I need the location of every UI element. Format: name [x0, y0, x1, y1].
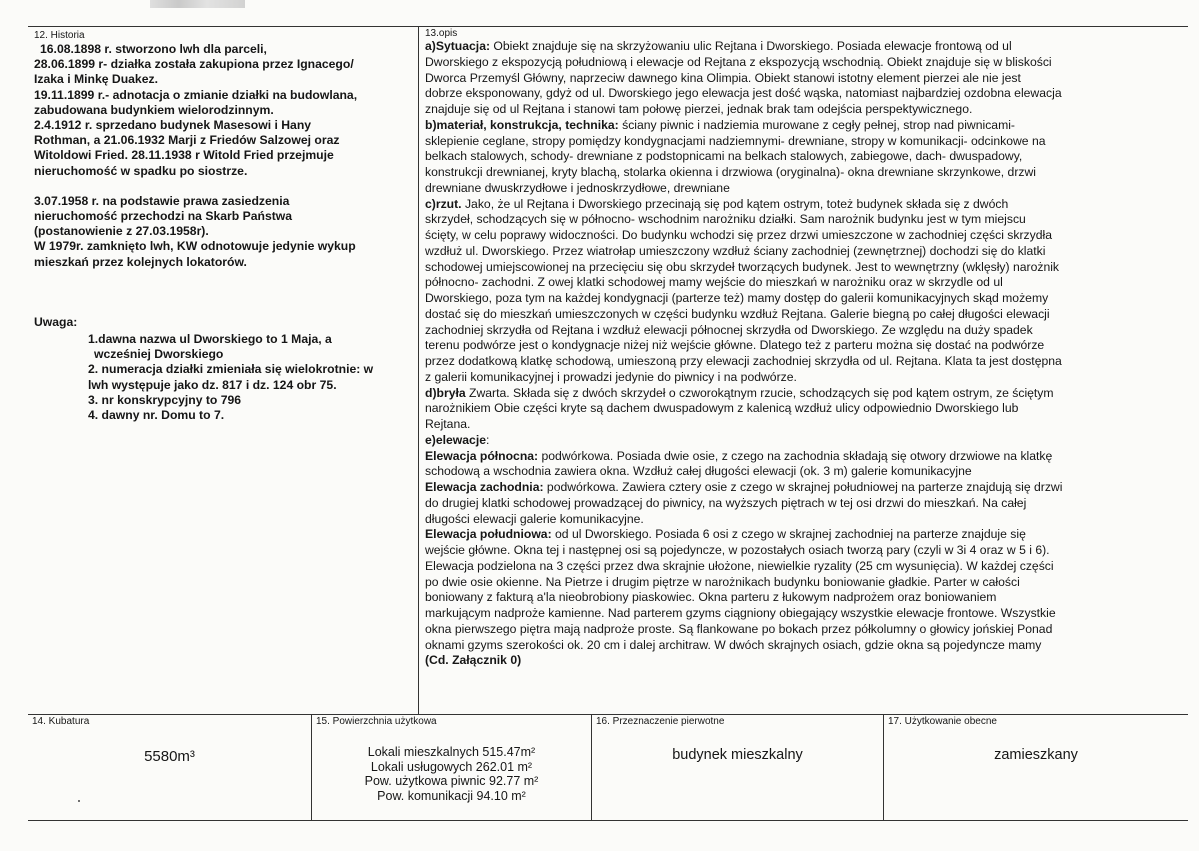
opis-line: [425, 543, 1185, 559]
opis-line-text: podwórkowa. Zawiera cztery osie z czego w skrajnej południowej na parterze znajdują się drzwi: [543, 480, 1063, 494]
opis-line: [425, 464, 1185, 480]
opis-line: [425, 338, 1185, 354]
opis-line-text: Dworskiego z ekspozycją południową i elewacje od Rejtana z ekspozycją wschodnią. Obiekt znajduje się w bliskości: [425, 54, 1052, 69]
opis-heading: c)rzut.: [425, 196, 462, 211]
opis-line-text: zachodniej skrzydła od Rejtana i wzdłuż elewacji północnej skrzydła od Dworskiego. Ze względu na duży spadek: [425, 322, 1033, 337]
opis-line-text: północno- zachodni. Z owej klatki schodowej mamy wejście do mieszkań w narożniku oraz w skrzydle od ul: [425, 275, 1003, 290]
opis-line: [425, 449, 1185, 465]
opis-line-text: okna pierwszego piętra mają nadproże proste. Są flankowane po bokach przez półkolumny o głowicy jońskiej Ponad: [425, 621, 1053, 636]
opis-heading: d)bryła: [425, 385, 466, 400]
opis-line: [425, 622, 1185, 638]
opis-line: [425, 228, 1185, 244]
historia-line: Witoldowi Fried. 28.11.1938 r Witold Fried przejmuje: [34, 148, 334, 163]
opis-line-text: sklepienie ceglane, stropy pomiędzy kondygnacjami nadziemnymi- drewniane, stropy w komunikacji- odcinkowe na: [425, 133, 1046, 148]
opis-heading: e)elewacje: [425, 432, 486, 447]
opis-line: [425, 512, 1185, 528]
opis-line: [425, 527, 1185, 543]
frame-column-divider: [418, 26, 419, 714]
opis-heading: Elewacja północna:: [425, 448, 539, 463]
opis-section: [425, 28, 1185, 669]
opis-line-text: oknami gzyms szerokości ok. 20 cm i dalej architraw. W dwóch skrajnych osiach, gdzie okna są pojedyncze mamy: [425, 637, 1042, 652]
powierzchnia-row: Pow. komunikacji 94.10 m²: [377, 788, 526, 803]
opis-line: [425, 291, 1185, 307]
opis-heading: (Cd. Załącznik 0): [425, 653, 522, 668]
uwaga-item: lwh występuje jako dz. 817 i dz. 124 obr 75.: [88, 377, 337, 392]
opis-line: [425, 134, 1185, 150]
opis-line-text: markującym nadproże kamienne. Nad parterem gzyms ciągniony obiegający wszystkie elewacje frontowe. Wszystkie: [425, 606, 1056, 620]
scan-dot: [78, 800, 80, 802]
opis-line-text: ścięty, w celu poprawy widoczności. Do budynku wchodzi się przez drzwi umieszczone w zachodniej części skrzydła: [425, 228, 1053, 242]
uwaga-title: Uwaga:: [34, 314, 78, 329]
opis-text: [425, 39, 1185, 669]
opis-line-text: belkach stalowych, schody- drewniane z podstopnicami na belkach stalowych, zabiegowe, dach- dwuspadowy,: [425, 149, 1023, 164]
kubatura-label: 14. Kubatura: [32, 716, 90, 727]
historia-line: Izaka i Minkę Duakez.: [34, 72, 158, 87]
uwaga-item: wcześniej Dworskiego: [94, 347, 224, 362]
opis-line-text: Dworskiego, poza tym na każdej kondygnacji (parterze też) mamy dostęp do galerii komunikacyjnych skąd możemy: [425, 291, 1049, 305]
kubatura-cell: [28, 716, 311, 820]
opis-line: [425, 559, 1185, 575]
powierzchnia-cell: [312, 716, 591, 820]
opis-line-text: :: [485, 432, 490, 447]
opis-line-text: Dworca Przemyśl Główny, naprzeciw dawnego kina Olimpia. Obiekt stanowi istotny element pierzei ale nie jest: [425, 70, 1021, 85]
opis-line: [425, 307, 1185, 323]
uwaga-item: 2. numeracja działki zmieniała się wielokrotnie: w: [88, 362, 374, 377]
opis-line: [425, 370, 1185, 386]
opis-line-text: drewniane dwuskrzydłowe i jednoskrzydłowe, drewniane: [425, 180, 730, 195]
opis-heading: Elewacja południowa:: [425, 527, 552, 542]
opis-line: [425, 386, 1185, 402]
form-sheet: [28, 26, 1188, 846]
historia-line: Rothman, a 21.06.1932 Marji z Friedów Salzowej oraz: [34, 133, 340, 148]
opis-line: [425, 149, 1185, 165]
opis-line-text: Jako, że ul Rejtana i Dworskiego przecinają się pod kątem ostrym, toteż budynek składa się z dwóch: [461, 196, 1009, 211]
opis-line: [425, 102, 1185, 118]
opis-line: [425, 433, 1185, 449]
opis-line-text: Zwarta. Składa się z dwóch skrzydeł o czworokątnym rzucie, schodzących się pod kątem ostrym, ze ściętym: [465, 385, 1054, 400]
opis-heading: b)materiał, konstrukcja, technika:: [425, 117, 619, 132]
opis-line-text: skrzydeł, schodzących się w północno- wschodnim narożniku działki. Sam narożnik budynku jest w tym miejscu: [425, 212, 1026, 227]
opis-line: [425, 401, 1185, 417]
opis-line-text: boniowany z fakturą a'la nieobrobiony piaskowiec. Okna parteru z łukowym nadprożem oraz boniowaniem: [425, 590, 997, 605]
opis-line-text: schodowej umiejscowionej na przecięciu się obu skrzydeł tworzących budynek. Jest to wewnętrzny (wklęsły) narożnik: [425, 259, 1060, 274]
opis-line: [425, 244, 1185, 260]
historia-line: nieruchomość w spadku po siostrze.: [34, 163, 248, 178]
opis-line-text: do drugiej klatki schodowej prowadzącej do piwnicy, na wyższych piętrach w tej osi drzwi do mieszkań. Na całej: [425, 495, 1027, 510]
opis-line: [425, 260, 1185, 276]
historia-line: nieruchomość przechodzi na Skarb Państwa: [34, 209, 293, 224]
opis-line: [425, 590, 1185, 606]
opis-line: [425, 653, 1185, 669]
przeznaczenie-label: 16. Przeznaczenie pierwotne: [596, 716, 725, 727]
historia-line: 16.08.1898 r. stworzono lwh dla parceli,: [40, 42, 267, 56]
opis-line-text: od ul Dworskiego. Posiada 6 osi z czego w skrajnej zachodniej na parterze znajduje się: [551, 527, 1026, 542]
opis-line: [425, 181, 1185, 197]
opis-line: [425, 323, 1185, 339]
opis-line-text: wejście główne. Okna tej i następnej osi są pojedyncze, w pozostałych osiach tworzą pary (czyli w 3i 4 oraz w 5 i 6).: [425, 543, 1050, 557]
historia-line: W 1979r. zamknięto lwh, KW odnotowuje jedynie wykup: [34, 239, 356, 254]
opis-line-text: Rejtana.: [425, 417, 471, 431]
opis-line: [425, 575, 1185, 591]
uwaga-list: [88, 332, 412, 423]
opis-line-text: podwórkowa. Posiada dwie osie, z czego na zachodnia składają się otwory drzwiowe na klatkę: [538, 448, 1053, 463]
historia-line: mieszkań przez kolejnych lokatorów.: [34, 254, 247, 269]
opis-line: [425, 496, 1185, 512]
powierzchnia-row: Pow. użytkowa piwnic 92.77 m²: [364, 774, 539, 789]
opis-line: [425, 480, 1185, 496]
opis-line-text: Elewacja podzielona na 3 części przez dwa skrajnie ułożone, niewielkie ryzality (25 cm wysunięcia). W każdej części: [425, 558, 1054, 573]
opis-line-text: terenu podwórze jest o kondygnacje niżej niż wejście główne. Dlatego też z parteru można się dostać na podwórze: [425, 338, 1045, 353]
opis-line-text: konstrukcji drewnianej, kryty blachą, stolarka okienna i drzwiowa (oryginalna)- okna drewniane skrzynkowe, drzwi: [425, 165, 1036, 179]
historia-section: [34, 30, 412, 423]
frame-row-divider: [28, 714, 1188, 715]
powierzchnia-label: 15. Powierzchnia użytkowa: [316, 716, 437, 727]
opis-heading: Elewacja zachodnia:: [425, 480, 544, 494]
historia-line: 2.4.1912 r. sprzedano budynek Masesowi i Hany: [34, 118, 312, 133]
uwaga-item: 4. dawny nr. Domu to 7.: [88, 408, 225, 423]
opis-line-text: dobrze eksponowany, gdyż od ul. Dworskiego jego elewacja jest dość wąska, natomiast najbardziej ozdobna elewacja: [425, 86, 1062, 101]
opis-line: [425, 39, 1185, 55]
opis-line: [425, 354, 1185, 370]
opis-line-text: znajduje się od ul Rejtana i stanowi tam połowę pierzei, jednak brak tam odejścia perspektywicznego.: [425, 102, 973, 116]
opis-line: [425, 606, 1185, 622]
opis-line: [425, 71, 1185, 87]
uzytkowanie-label: 17. Użytkowanie obecne: [888, 716, 997, 727]
opis-line: [425, 118, 1185, 134]
historia-line: 28.06.1899 r- działka została zakupiona przez Ignacego/: [34, 57, 354, 72]
kubatura-value: 5580m³: [144, 748, 195, 765]
opis-line: [425, 212, 1185, 228]
historia-label: 12. Historia: [34, 30, 85, 41]
opis-line-text: po dwie osie okienne. Na Pietrze i drugim piętrze w narożnikach budynku boniowanie gładkie. Parter w całości: [425, 574, 1020, 589]
opis-line: [425, 417, 1185, 433]
opis-heading: a)Sytuacja:: [425, 39, 491, 53]
opis-line: [425, 638, 1185, 654]
opis-line: [425, 86, 1185, 102]
opis-line-text: dostać się do mieszkań umieszczonych w części budynku wzdłuż Rejtana. Galerie biegną po całej długości elewacji: [425, 306, 1050, 321]
opis-line-text: ściany piwnic i nadziemia murowane z cegły pełnej, strop nad piwnicami-: [618, 117, 1015, 132]
opis-label: 13.opis: [425, 28, 458, 39]
historia-line: (postanowienie z 27.03.1958r).: [34, 224, 209, 239]
opis-line-text: schodową a wschodnia zawiera okna. Wzdłuż całej długości elewacji (ok. 3 m) galerie komunikacyjne: [425, 464, 972, 479]
uzytkowanie-value: zamieszkany: [994, 747, 1078, 763]
powierzchnia-list: [312, 745, 591, 803]
uwaga-item: 3. nr konskrypcyjny to 796: [88, 392, 242, 407]
przeznaczenie-cell: [592, 716, 883, 820]
opis-line-text: narożnikiem Obie części kryte są dachem dwuspadowym z kalenicą wzdłuż ulicy odpowiednio Dworskiego lub: [425, 401, 1019, 416]
uzytkowanie-cell: [884, 716, 1188, 820]
scan-artifact: [150, 0, 245, 8]
powierzchnia-row: Lokali usługowych 262.01 m²: [370, 759, 533, 774]
opis-line-text: długości elewacji galerie komunikacyjne.: [425, 511, 644, 526]
historia-line: zabudowana budynkiem wielorodzinnym.: [34, 102, 274, 117]
powierzchnia-row: Lokali mieszkalnych 515.47m²: [367, 745, 536, 759]
opis-line-text: Obiekt znajduje się na skrzyżowaniu ulic Rejtana i Dworskiego. Posiada elewacje frontową od ul: [490, 39, 1012, 53]
frame-top-line: [28, 26, 1188, 27]
opis-line-text: wzdłuż ul. Dworskiego. Przez wiatrołap umieszczony wzdłuż ściany zachodniej (zewnętrznej) dochodzi się do klatki: [425, 243, 1046, 258]
frame-bottom-line: [28, 820, 1188, 821]
uwaga-item: 1.dawna nazwa ul Dworskiego to 1 Maja, a: [88, 332, 332, 347]
opis-line: [425, 55, 1185, 71]
historia-line: 3.07.1958 r. na podstawie prawa zasiedzenia: [34, 193, 290, 208]
historia-text: [34, 42, 412, 270]
opis-line-text: z galerii komunikacyjnej i prowadzi jedynie do piwnicy i na podwórze.: [425, 369, 797, 384]
opis-line: [425, 275, 1185, 291]
historia-line: 19.11.1899 r.- adnotacja o zmianie działki na budowlana,: [34, 87, 358, 102]
opis-line: [425, 197, 1185, 213]
przeznaczenie-value: budynek mieszkalny: [672, 747, 803, 763]
opis-line-text: przez dodatkową klatkę schodową, umieszoną przy elewacji zachodniej skrzydła od ul. Rejtana. Klata ta jest dostępna: [425, 354, 1062, 368]
opis-line: [425, 165, 1185, 181]
